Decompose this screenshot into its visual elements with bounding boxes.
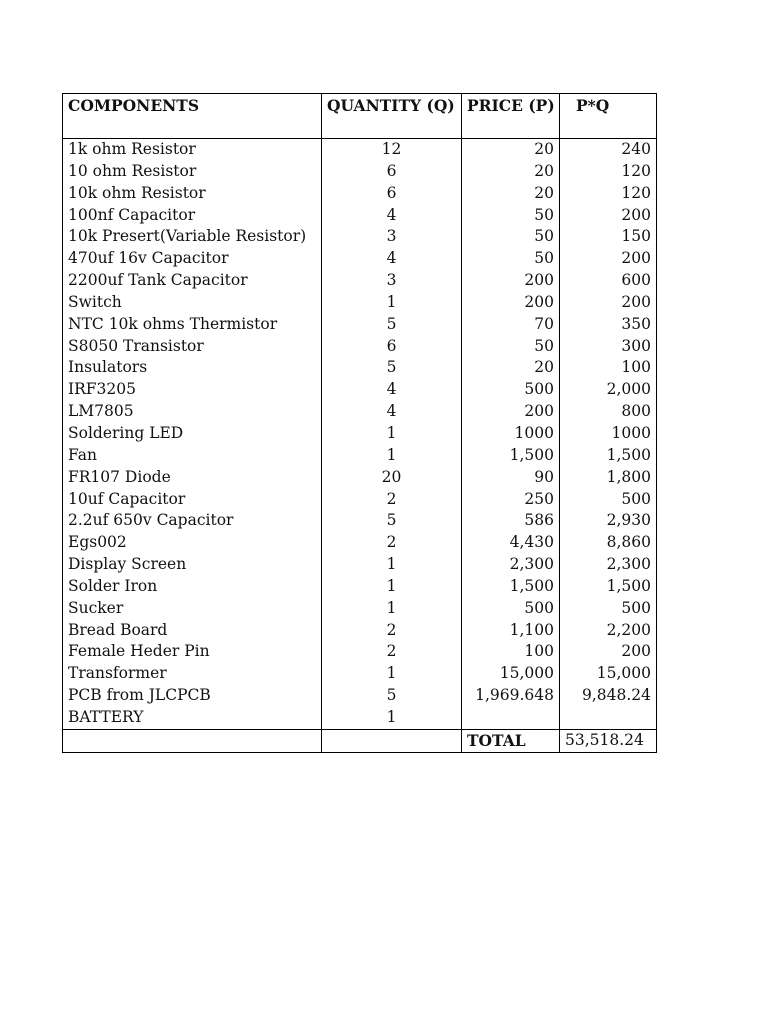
component-name-cell: IRF3205 <box>63 379 322 401</box>
component-name-cell: 2200uf Tank Capacitor <box>63 270 322 292</box>
price-cell: 500 <box>462 379 560 401</box>
price-times-quantity-cell: 600 <box>560 270 657 292</box>
component-name-cell: 10k Presert(Variable Resistor) <box>63 226 322 248</box>
component-name-cell: NTC 10k ohms Thermistor <box>63 314 322 336</box>
table-row <box>63 467 657 489</box>
price-times-quantity-cell: 2,300 <box>560 554 657 576</box>
table-row <box>63 336 657 358</box>
price-cell: 20 <box>462 161 560 183</box>
price-cell: 20 <box>462 357 560 379</box>
price-cell: 90 <box>462 467 560 489</box>
component-name-cell: Solder Iron <box>63 576 322 598</box>
price-cell: 200 <box>462 292 560 314</box>
price-cell: 50 <box>462 336 560 358</box>
price-cell: 1,100 <box>462 620 560 642</box>
price-times-quantity-cell: 15,000 <box>560 663 657 685</box>
price-cell: 1,500 <box>462 445 560 467</box>
quantity-cell: 1 <box>322 663 462 685</box>
table-row <box>63 685 657 707</box>
price-cell: 50 <box>462 205 560 227</box>
component-name-cell: 2.2uf 650v Capacitor <box>63 510 322 532</box>
price-cell: 250 <box>462 489 560 511</box>
price-times-quantity-cell: 800 <box>560 401 657 423</box>
component-name-cell: Soldering LED <box>63 423 322 445</box>
table-row <box>63 598 657 620</box>
price-cell: 20 <box>462 183 560 205</box>
component-name-cell: Sucker <box>63 598 322 620</box>
component-name-cell: Female Heder Pin <box>63 641 322 663</box>
price-times-quantity-cell: 1,500 <box>560 576 657 598</box>
table-row <box>63 139 657 161</box>
price-times-quantity-cell: 200 <box>560 205 657 227</box>
total-empty-cell <box>322 729 462 752</box>
component-name-cell: S8050 Transistor <box>63 336 322 358</box>
table-row <box>63 620 657 642</box>
quantity-cell: 6 <box>322 336 462 358</box>
price-cell: 2,300 <box>462 554 560 576</box>
component-name-cell: Egs002 <box>63 532 322 554</box>
table-row <box>63 707 657 729</box>
component-name-cell: 1k ohm Resistor <box>63 139 322 161</box>
table-row <box>63 445 657 467</box>
price-times-quantity-cell: 150 <box>560 226 657 248</box>
price-times-quantity-cell: 200 <box>560 641 657 663</box>
header-price-times-quantity: P*Q <box>560 94 657 139</box>
component-name-cell: 10uf Capacitor <box>63 489 322 511</box>
quantity-cell: 4 <box>322 401 462 423</box>
price-cell <box>462 707 560 729</box>
component-name-cell: Transformer <box>63 663 322 685</box>
quantity-cell: 5 <box>322 685 462 707</box>
price-times-quantity-cell: 1000 <box>560 423 657 445</box>
price-cell: 100 <box>462 641 560 663</box>
table-row <box>63 270 657 292</box>
component-name-cell: BATTERY <box>63 707 322 729</box>
component-name-cell: Insulators <box>63 357 322 379</box>
price-times-quantity-cell: 120 <box>560 161 657 183</box>
price-times-quantity-cell: 2,200 <box>560 620 657 642</box>
quantity-cell: 5 <box>322 510 462 532</box>
quantity-cell: 6 <box>322 161 462 183</box>
price-times-quantity-cell: 200 <box>560 248 657 270</box>
table-row <box>63 576 657 598</box>
price-times-quantity-cell <box>560 707 657 729</box>
price-cell: 4,430 <box>462 532 560 554</box>
price-cell: 1,969.648 <box>462 685 560 707</box>
quantity-cell: 1 <box>322 598 462 620</box>
quantity-cell: 4 <box>322 379 462 401</box>
table-row <box>63 401 657 423</box>
quantity-cell: 2 <box>322 641 462 663</box>
table-row <box>63 423 657 445</box>
price-cell: 1,500 <box>462 576 560 598</box>
price-times-quantity-cell: 500 <box>560 489 657 511</box>
table-row <box>63 226 657 248</box>
component-name-cell: 10k ohm Resistor <box>63 183 322 205</box>
table-row <box>63 510 657 532</box>
quantity-cell: 3 <box>322 270 462 292</box>
price-cell: 1000 <box>462 423 560 445</box>
quantity-cell: 1 <box>322 423 462 445</box>
table-row <box>63 379 657 401</box>
header-components: COMPONENTS <box>63 94 322 139</box>
table-row <box>63 292 657 314</box>
price-times-quantity-cell: 500 <box>560 598 657 620</box>
price-times-quantity-cell: 200 <box>560 292 657 314</box>
component-name-cell: Display Screen <box>63 554 322 576</box>
component-name-cell: FR107 Diode <box>63 467 322 489</box>
quantity-cell: 4 <box>322 205 462 227</box>
header-price: PRICE (P) <box>462 94 560 139</box>
quantity-cell: 2 <box>322 489 462 511</box>
quantity-cell: 5 <box>322 314 462 336</box>
quantity-cell: 6 <box>322 183 462 205</box>
table-row <box>63 357 657 379</box>
quantity-cell: 12 <box>322 139 462 161</box>
price-cell: 15,000 <box>462 663 560 685</box>
header-row <box>63 94 657 139</box>
price-cell: 500 <box>462 598 560 620</box>
table-body <box>63 139 657 730</box>
table-row <box>63 314 657 336</box>
price-cell: 20 <box>462 139 560 161</box>
quantity-cell: 5 <box>322 357 462 379</box>
component-name-cell: LM7805 <box>63 401 322 423</box>
price-times-quantity-cell: 9,848.24 <box>560 685 657 707</box>
price-times-quantity-cell: 8,860 <box>560 532 657 554</box>
component-name-cell: Switch <box>63 292 322 314</box>
component-name-cell: Bread Board <box>63 620 322 642</box>
component-name-cell: 100nf Capacitor <box>63 205 322 227</box>
component-name-cell: 10 ohm Resistor <box>63 161 322 183</box>
quantity-cell: 1 <box>322 707 462 729</box>
table-row <box>63 532 657 554</box>
price-times-quantity-cell: 120 <box>560 183 657 205</box>
quantity-cell: 1 <box>322 576 462 598</box>
quantity-cell: 2 <box>322 620 462 642</box>
quantity-cell: 1 <box>322 292 462 314</box>
table-row <box>63 183 657 205</box>
price-times-quantity-cell: 300 <box>560 336 657 358</box>
table-header <box>63 94 657 139</box>
quantity-cell: 1 <box>322 554 462 576</box>
price-times-quantity-cell: 2,000 <box>560 379 657 401</box>
table-row <box>63 161 657 183</box>
price-times-quantity-cell: 1,500 <box>560 445 657 467</box>
total-value: 53,518.24 <box>560 729 657 752</box>
price-cell: 586 <box>462 510 560 532</box>
quantity-cell: 4 <box>322 248 462 270</box>
quantity-cell: 2 <box>322 532 462 554</box>
price-times-quantity-cell: 350 <box>560 314 657 336</box>
components-cost-table <box>62 93 657 753</box>
price-times-quantity-cell: 100 <box>560 357 657 379</box>
component-name-cell: PCB from JLCPCB <box>63 685 322 707</box>
table-row <box>63 248 657 270</box>
table-row <box>63 205 657 227</box>
total-empty-cell <box>63 729 322 752</box>
total-label: TOTAL <box>462 729 560 752</box>
price-times-quantity-cell: 2,930 <box>560 510 657 532</box>
price-cell: 50 <box>462 226 560 248</box>
total-row <box>63 729 657 752</box>
component-name-cell: Fan <box>63 445 322 467</box>
quantity-cell: 1 <box>322 445 462 467</box>
quantity-cell: 3 <box>322 226 462 248</box>
header-quantity: QUANTITY (Q) <box>322 94 462 139</box>
price-cell: 70 <box>462 314 560 336</box>
price-times-quantity-cell: 240 <box>560 139 657 161</box>
quantity-cell: 20 <box>322 467 462 489</box>
price-cell: 50 <box>462 248 560 270</box>
table-row <box>63 641 657 663</box>
table-row <box>63 663 657 685</box>
price-times-quantity-cell: 1,800 <box>560 467 657 489</box>
table-row <box>63 554 657 576</box>
price-cell: 200 <box>462 270 560 292</box>
table-row <box>63 489 657 511</box>
component-name-cell: 470uf 16v Capacitor <box>63 248 322 270</box>
price-cell: 200 <box>462 401 560 423</box>
